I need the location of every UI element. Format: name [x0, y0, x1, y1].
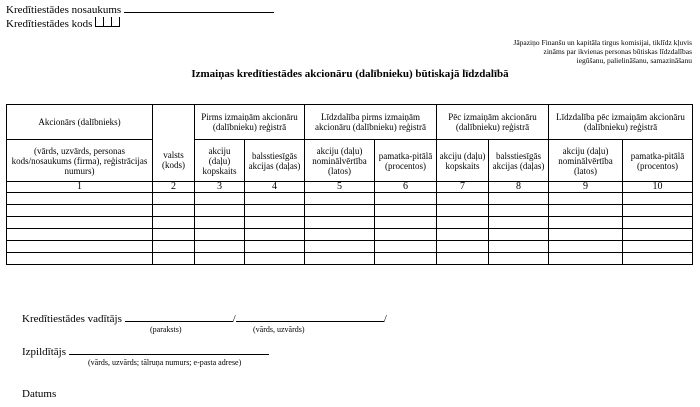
head-label: Kredītiestādes vadītājs [22, 313, 122, 325]
column-number: 3 [195, 182, 245, 193]
table-cell[interactable] [305, 253, 375, 265]
table-cell[interactable] [623, 205, 693, 217]
bank-code-boxes[interactable] [95, 17, 120, 30]
table-cell[interactable] [549, 253, 623, 265]
executor-caption: (vārds, uzvārds; tālruņa numurs; e-pasta adrese) [88, 358, 242, 367]
table-cell[interactable] [437, 193, 489, 205]
table-cell[interactable] [245, 241, 305, 253]
header-participation-after: Līdzdalība pēc izmaiņām akcionāru (dalībnieku) reģistrā [549, 105, 693, 140]
executor-line [22, 346, 269, 358]
table-cell[interactable] [7, 193, 153, 205]
table-cell[interactable] [195, 193, 245, 205]
header-after-registry: Pēc izmaiņām akcionāru (dalībnieku) reģistrā [437, 105, 549, 140]
table-cell[interactable] [549, 205, 623, 217]
table-cell[interactable] [489, 193, 549, 205]
table-cell[interactable] [623, 229, 693, 241]
subheader-col-10: pamatka-pitālā (procentos) [623, 140, 693, 182]
table-cell[interactable] [623, 241, 693, 253]
table-cell[interactable] [489, 253, 549, 265]
table-cell[interactable] [549, 241, 623, 253]
table-cell[interactable] [489, 217, 549, 229]
bank-name-line [6, 4, 274, 16]
column-number: 5 [305, 182, 375, 193]
head-signature-field[interactable] [125, 321, 233, 322]
bank-code-line [6, 17, 120, 30]
subheader-col-3: akciju (daļu) kopskaits [195, 140, 245, 182]
notice-line-2: zināms par ikvienas personas būtiskas līdzdalības [543, 47, 692, 56]
subheader-col-4: balsstiesīgās akcijas (daļas) [245, 140, 305, 182]
column-number: 2 [153, 182, 195, 193]
column-number: 1 [7, 182, 153, 193]
shareholder-changes-table [6, 104, 693, 265]
table-cell[interactable] [437, 241, 489, 253]
notice-line-3: iegūšanu, palielināšanu, samazināšanu [576, 56, 692, 65]
table-cell[interactable] [437, 205, 489, 217]
table-cell[interactable] [623, 253, 693, 265]
table-cell[interactable] [375, 205, 437, 217]
head-signature-line [22, 313, 387, 325]
column-number: 10 [623, 182, 693, 193]
table-cell[interactable] [7, 205, 153, 217]
column-number-row [7, 182, 693, 193]
form-title: Izmaiņas kredītiestādes akcionāru (dalībnieku) būtiskajā līdzdalībā [191, 68, 509, 80]
table-cell[interactable] [7, 229, 153, 241]
head-name-field[interactable] [236, 321, 384, 322]
bank-code-label: Kredītiestādes kods [6, 18, 93, 30]
table-cell[interactable] [549, 229, 623, 241]
table-cell[interactable] [375, 253, 437, 265]
table-cell[interactable] [153, 253, 195, 265]
notice-line-1: Jāpaziņo Finanšu un kapitāla tirgus komisijai, tiklīdz kļuvis [513, 38, 692, 47]
table-cell[interactable] [549, 193, 623, 205]
table-cell[interactable] [623, 217, 693, 229]
table-cell[interactable] [245, 205, 305, 217]
table-cell[interactable] [153, 217, 195, 229]
table-cell[interactable] [489, 229, 549, 241]
table-cell[interactable] [195, 253, 245, 265]
column-number: 6 [375, 182, 437, 193]
table-cell[interactable] [245, 229, 305, 241]
signature-caption: (paraksts) [150, 325, 182, 334]
table-cell[interactable] [195, 241, 245, 253]
column-number: 4 [245, 182, 305, 193]
table-cell[interactable] [305, 193, 375, 205]
table-cell[interactable] [195, 217, 245, 229]
header-shareholder: Akcionārs (dalībnieks) [7, 105, 153, 140]
table-cell[interactable] [305, 217, 375, 229]
subheader-col-7: akciju (daļu) kopskaits [437, 140, 489, 182]
table-cell[interactable] [375, 241, 437, 253]
table-cell[interactable] [195, 229, 245, 241]
header-before-registry: Pirms izmaiņām akcionāru (dalībnieku) reģistrā [195, 105, 305, 140]
table-cell[interactable] [153, 241, 195, 253]
table-row [7, 253, 693, 265]
table-row [7, 241, 693, 253]
table-cell[interactable] [7, 241, 153, 253]
submission-notice [472, 38, 692, 65]
table-row [7, 217, 693, 229]
table-cell[interactable] [7, 217, 153, 229]
bank-name-label: Kredītiestādes nosaukums [6, 4, 122, 16]
subheader-col-2: valsts (kods) [153, 140, 195, 182]
table-cell[interactable] [153, 205, 195, 217]
table-cell[interactable] [623, 193, 693, 205]
table-cell[interactable] [153, 193, 195, 205]
table-cell[interactable] [489, 241, 549, 253]
separator-slash: / [232, 313, 236, 325]
table-cell[interactable] [549, 217, 623, 229]
separator-slash: / [383, 313, 387, 325]
subheader-col-8: balsstiesīgās akcijas (daļas) [489, 140, 549, 182]
column-number: 7 [437, 182, 489, 193]
table-row [7, 193, 693, 205]
table-body [7, 193, 693, 265]
subheader-col-9: akciju (daļu) nominālvērtība (latos) [549, 140, 623, 182]
table-cell[interactable] [375, 193, 437, 205]
table-cell[interactable] [245, 193, 305, 205]
subheader-col-1: (vārds, uzvārds, personas kods/nosaukums (firma), reģistrācijas numurs) [7, 140, 153, 182]
table-cell[interactable] [7, 253, 153, 265]
table-cell[interactable] [437, 229, 489, 241]
table-cell[interactable] [305, 205, 375, 217]
table-cell[interactable] [375, 229, 437, 241]
table-cell[interactable] [305, 241, 375, 253]
table-cell[interactable] [437, 217, 489, 229]
header-participation-before: Līdzdalība pirms izmaiņām akcionāru (dalībnieku) reģistrā [305, 105, 437, 140]
subheader-col-6: pamatka-pitālā (procentos) [375, 140, 437, 182]
date-label: Datums [22, 388, 57, 400]
table-cell[interactable] [437, 253, 489, 265]
table-cell[interactable] [245, 217, 305, 229]
executor-label: Izpildītājs [22, 346, 66, 358]
table-cell[interactable] [153, 229, 195, 241]
column-number: 9 [549, 182, 623, 193]
name-caption: (vārds, uzvārds) [253, 325, 305, 334]
table-cell[interactable] [489, 205, 549, 217]
table-cell[interactable] [245, 253, 305, 265]
executor-field[interactable] [69, 354, 269, 355]
column-number: 8 [489, 182, 549, 193]
table-row [7, 205, 693, 217]
table-row [7, 229, 693, 241]
subheader-col-5: akciju (daļu) nominālvērtība (latos) [305, 140, 375, 182]
table-cell[interactable] [375, 217, 437, 229]
table-cell[interactable] [195, 205, 245, 217]
bank-name-field[interactable] [124, 12, 274, 13]
table-cell[interactable] [305, 229, 375, 241]
